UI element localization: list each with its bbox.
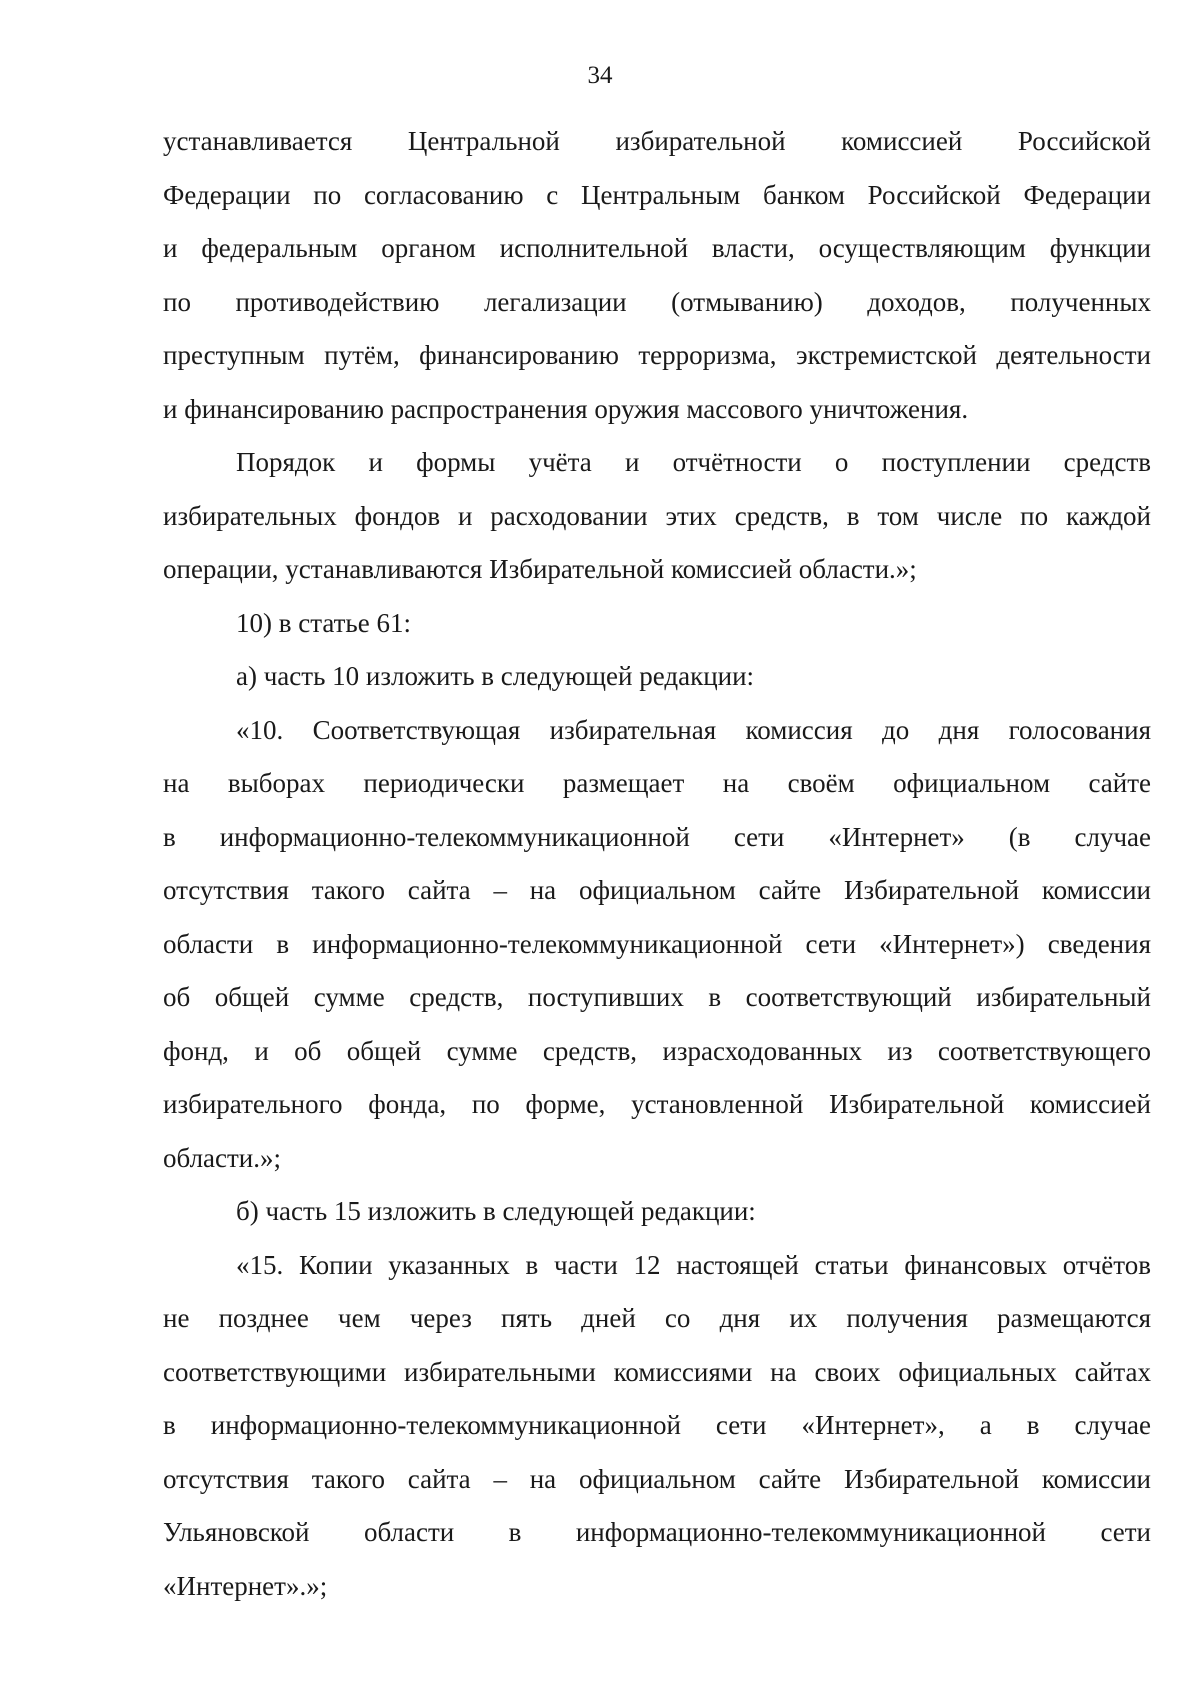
- text-line: на выборах периодически размещает на своём официальном сайте: [163, 768, 1151, 798]
- text-line: «Интернет».»;: [163, 1570, 328, 1601]
- text-line: а) часть 10 изложить в следующей редакции:: [236, 661, 755, 691]
- text-line: и финансированию распространения оружия массового уничтожения.: [163, 393, 969, 424]
- text-line: «10. Соответствующая избирательная комиссия до дня голосования: [236, 714, 1151, 745]
- text-line: устанавливается Центральной избирательной комиссией Российской: [163, 126, 1151, 156]
- text-line: Порядок и формы учёта и отчётности о поступлении средств: [236, 447, 1151, 477]
- text-line: избирательного фонда, по форме, установленной Избирательной комиссией: [163, 1089, 1151, 1119]
- text-line: преступным путём, финансированию терроризма, экстремистской деятельности: [163, 340, 1151, 370]
- text-line: отсутствия такого сайта – на официальном сайте Избирательной комиссии: [163, 1463, 1151, 1494]
- text-line: «15. Копии указанных в части 12 настоящей статьи финансовых отчётов: [236, 1249, 1151, 1280]
- text-line: и федеральным органом исполнительной власти, осуществляющим функции: [163, 233, 1151, 263]
- text-line: 10) в статье 61:: [236, 607, 411, 638]
- text-line: об общей сумме средств, поступивших в соответствующий избирательный: [163, 982, 1151, 1012]
- page-number: 34: [587, 62, 613, 89]
- text-line: в информационно-телекоммуникационной сети «Интернет», а в случае: [163, 1410, 1151, 1440]
- document-body: [163, 115, 1151, 1613]
- text-line: б) часть 15 изложить в следующей редакции:: [236, 1196, 756, 1226]
- text-line: Федерации по согласованию с Центральным банком Российской Федерации: [163, 179, 1151, 210]
- text-line: операции, устанавливаются Избирательной комиссией области.»;: [163, 554, 917, 584]
- text-line: области в информационно-телекоммуникационной сети «Интернет») сведения: [163, 928, 1151, 959]
- text-line: фонд, и об общей сумме средств, израсходованных из соответствующего: [163, 1035, 1151, 1066]
- text-line: соответствующими избирательными комиссиями на своих официальных сайтах: [163, 1356, 1151, 1387]
- text-line: Ульяновской области в информационно-телекоммуникационной сети: [163, 1517, 1151, 1547]
- text-line: избирательных фондов и расходовании этих средств, в том числе по каждой: [163, 500, 1151, 531]
- text-line: не позднее чем через пять дней со дня их получения размещаются: [163, 1303, 1151, 1333]
- text-line: в информационно-телекоммуникационной сети «Интернет» (в случае: [163, 821, 1151, 852]
- text-line: области.»;: [163, 1142, 282, 1173]
- text-line: отсутствия такого сайта – на официальном сайте Избирательной комиссии: [163, 875, 1151, 905]
- text-line: по противодействию легализации (отмыванию) доходов, полученных: [163, 286, 1151, 317]
